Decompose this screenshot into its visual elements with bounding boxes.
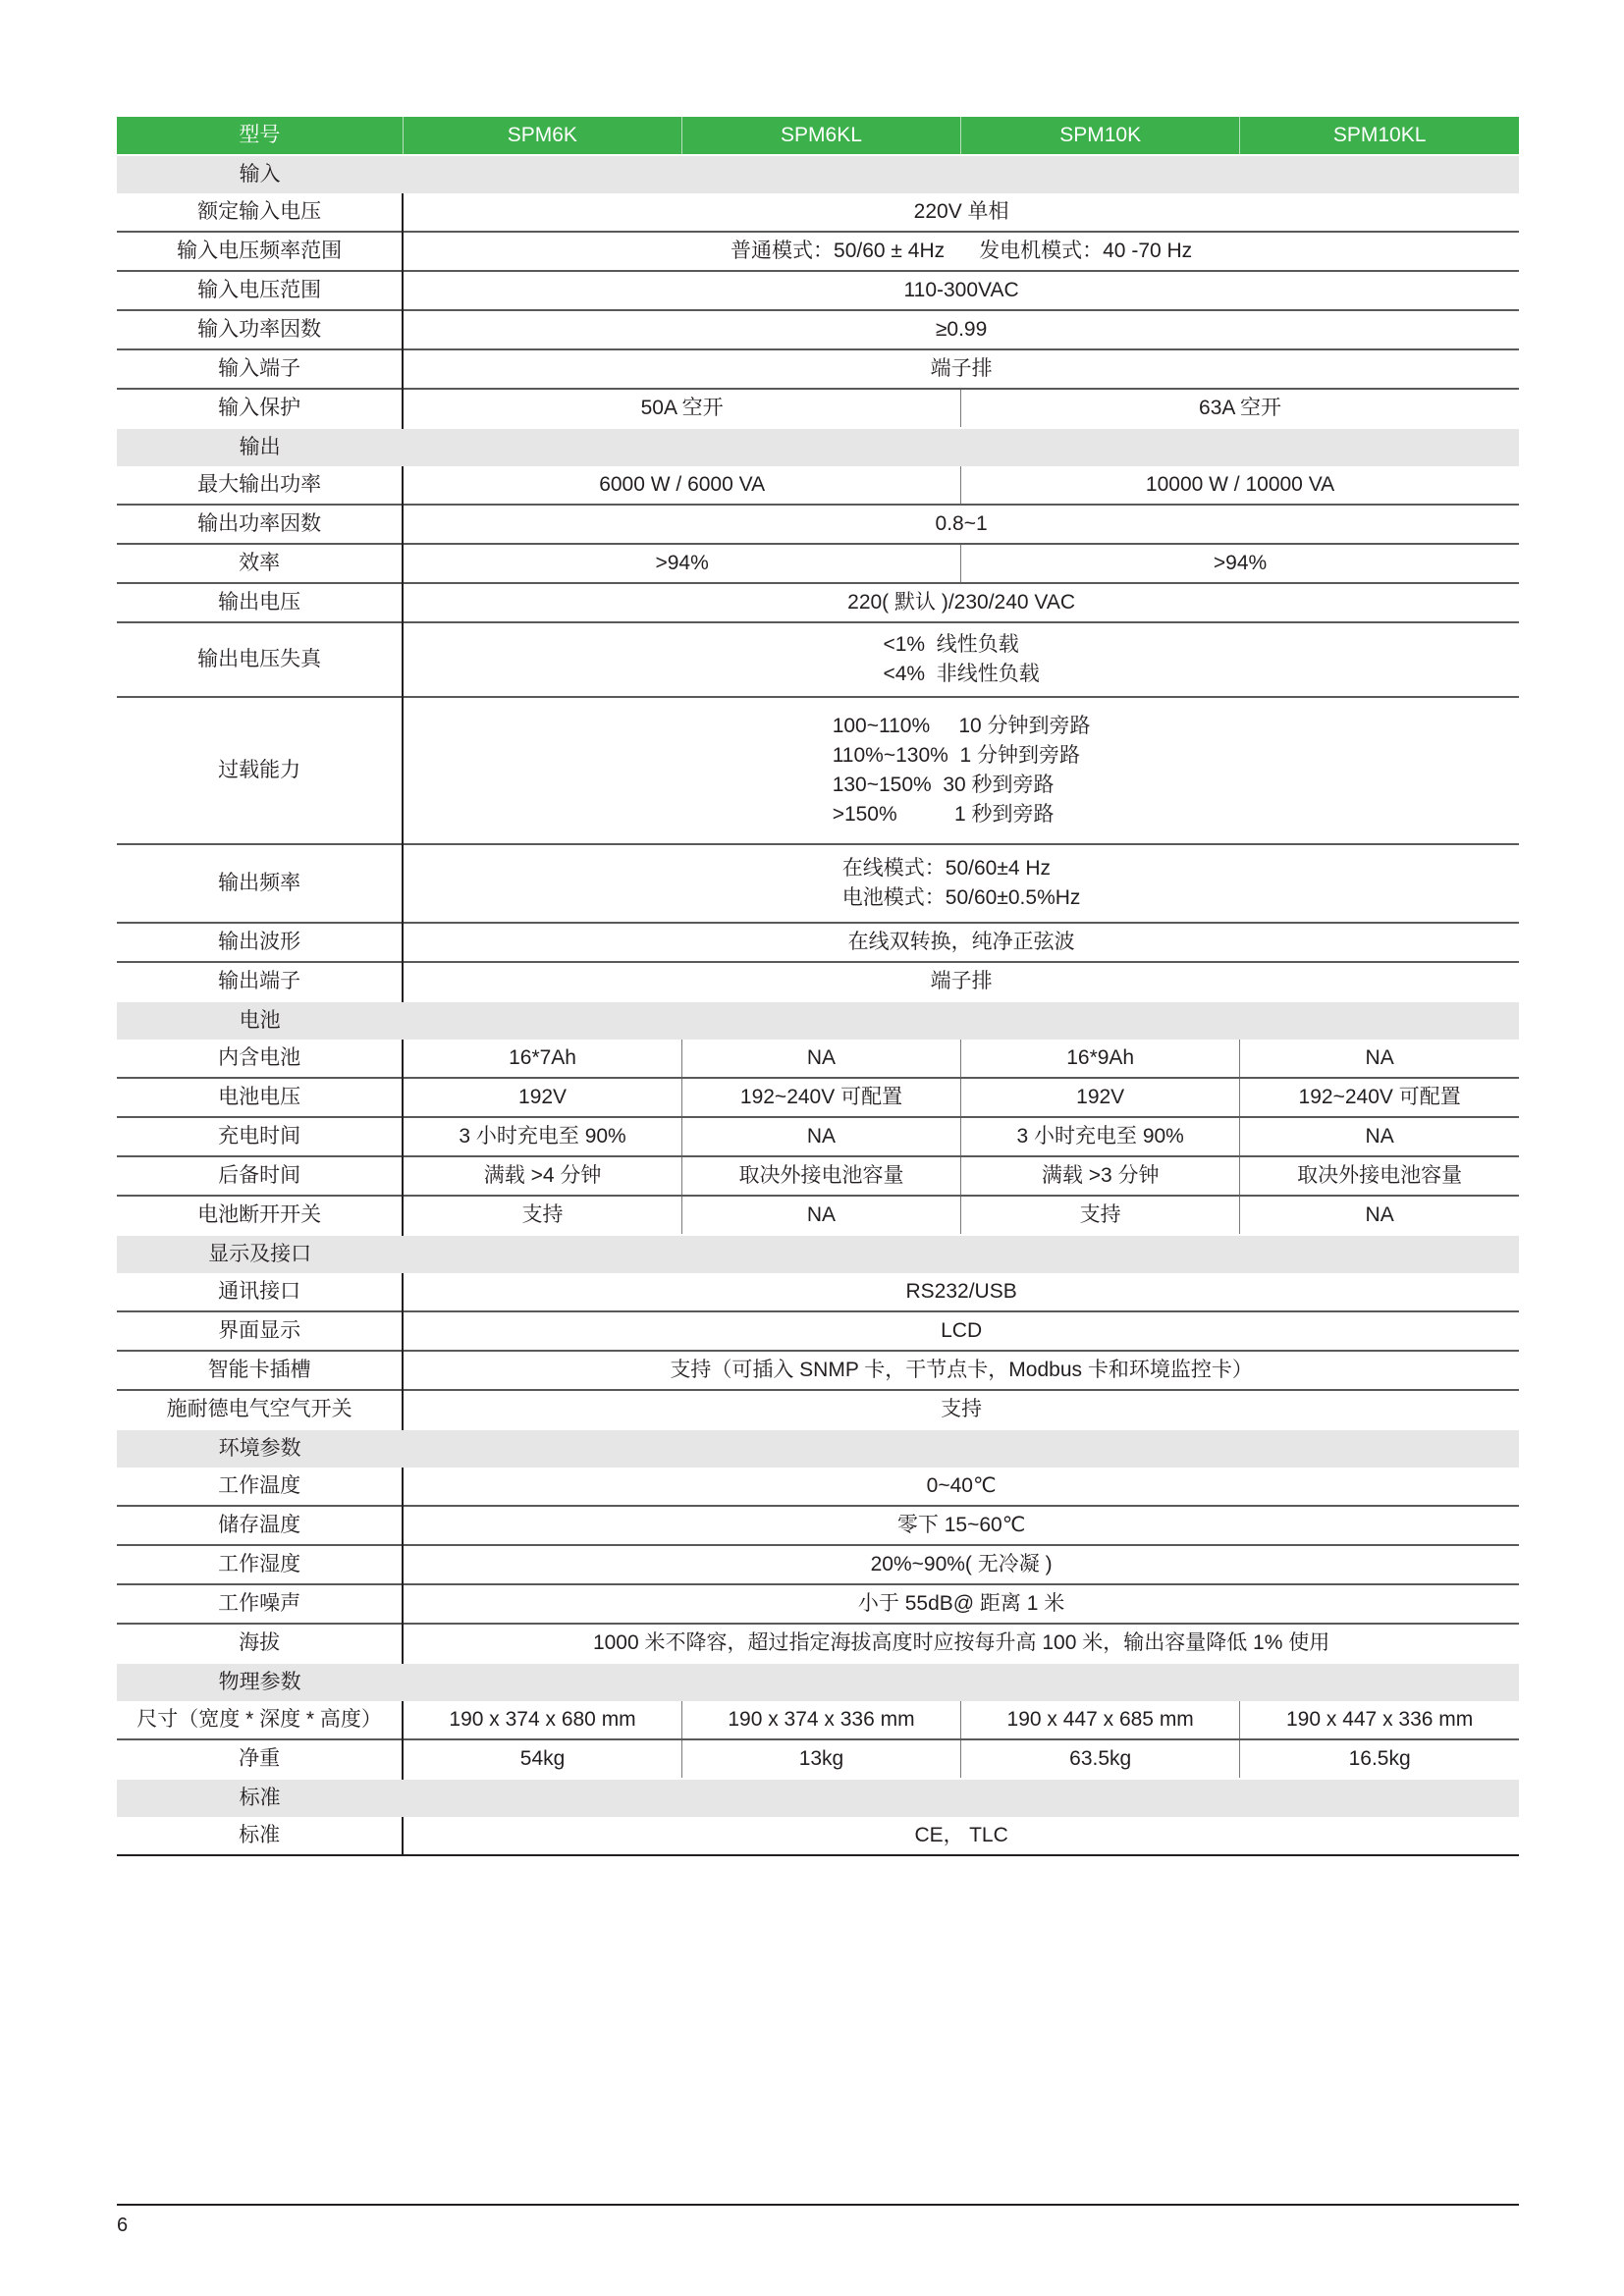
table-row [117, 1545, 1519, 1584]
cell-spm6kl: 190 x 374 x 336 mm [681, 1701, 960, 1739]
row-label: 输出端子 [117, 962, 403, 1001]
cell-spm6k: 192V [403, 1078, 681, 1117]
table-row [117, 1273, 1519, 1311]
row-label: 施耐德电气空气开关 [117, 1390, 403, 1429]
cell-spm10k: 3 小时充电至 90% [961, 1117, 1240, 1156]
table-row [117, 1196, 1519, 1235]
section-environment [117, 1429, 1519, 1468]
header-row [117, 117, 1519, 155]
row-label: 过载能力 [117, 697, 403, 844]
row-value: ≥0.99 [403, 310, 1519, 349]
row-value: 0.8~1 [403, 505, 1519, 544]
table-row [117, 1156, 1519, 1196]
row-label: 工作温度 [117, 1468, 403, 1506]
row-label: 输入保护 [117, 389, 403, 428]
value-line: >150% 1 秒到旁路 [832, 803, 1055, 826]
table-row [117, 389, 1519, 428]
multiline-value [842, 854, 1081, 913]
table-row [117, 1390, 1519, 1429]
table-row [117, 232, 1519, 271]
table-row [117, 1739, 1519, 1779]
value-line: 130~150% 30 秒到旁路 [832, 774, 1055, 796]
cell-spm6k: 支持 [403, 1196, 681, 1235]
section-title: 物理参数 [117, 1663, 403, 1701]
cell-spm10kl: NA [1240, 1196, 1519, 1235]
row-value: 110-300VAC [403, 271, 1519, 310]
cell-spm10k: 192V [961, 1078, 1240, 1117]
row-label: 输出波形 [117, 923, 403, 962]
cell-spm6k: 满载 >4 分钟 [403, 1156, 681, 1196]
row-label: 输出功率因数 [117, 505, 403, 544]
row-label: 后备时间 [117, 1156, 403, 1196]
table-row [117, 271, 1519, 310]
cell-spm6kl: NA [681, 1196, 960, 1235]
section-output [117, 428, 1519, 466]
row-label: 海拔 [117, 1624, 403, 1663]
section-title: 标准 [117, 1779, 403, 1817]
table-row [117, 622, 1519, 697]
table-row [117, 1506, 1519, 1545]
section-title: 显示及接口 [117, 1235, 403, 1273]
table-row [117, 1584, 1519, 1624]
row-label: 标准 [117, 1817, 403, 1855]
row-value: 小于 55dB@ 距离 1 米 [403, 1584, 1519, 1624]
row-value-6k: >94% [403, 544, 960, 583]
row-value [403, 844, 1519, 923]
cell-spm10kl: 190 x 447 x 336 mm [1240, 1701, 1519, 1739]
row-value: RS232/USB [403, 1273, 1519, 1311]
table-row [117, 1351, 1519, 1390]
table-row [117, 697, 1519, 844]
row-value-6k: 50A 空开 [403, 389, 960, 428]
row-label: 最大输出功率 [117, 466, 403, 505]
cell-spm10kl: 192~240V 可配置 [1240, 1078, 1519, 1117]
table-row [117, 583, 1519, 622]
cell-spm6kl: 13kg [681, 1739, 960, 1779]
cell-spm6kl: NA [681, 1040, 960, 1078]
section-standard [117, 1779, 1519, 1817]
row-value: 在线双转换，纯净正弦波 [403, 923, 1519, 962]
row-label: 输入功率因数 [117, 310, 403, 349]
table-row [117, 349, 1519, 389]
row-label: 储存温度 [117, 1506, 403, 1545]
spec-table [117, 117, 1519, 1856]
row-value: 1000 米不降容，超过指定海拔高度时应按每升高 100 米，输出容量降低 1% 使用 [403, 1624, 1519, 1663]
cell-spm10k: 支持 [961, 1196, 1240, 1235]
table-row [117, 505, 1519, 544]
table-row [117, 1624, 1519, 1663]
multiline-value [833, 712, 1091, 829]
table-row [117, 1701, 1519, 1739]
table-row [117, 1078, 1519, 1117]
row-label: 输入电压频率范围 [117, 232, 403, 271]
table-row [117, 844, 1519, 923]
table-row [117, 310, 1519, 349]
section-battery [117, 1001, 1519, 1040]
row-label: 智能卡插槽 [117, 1351, 403, 1390]
section-input [117, 155, 1519, 193]
row-value: 零下 15~60℃ [403, 1506, 1519, 1545]
row-value: LCD [403, 1311, 1519, 1351]
header-spm6k: SPM6K [403, 117, 681, 155]
value-line: 电池模式：50/60±0.5%Hz [841, 886, 1081, 909]
row-label: 效率 [117, 544, 403, 583]
row-value: 端子排 [403, 349, 1519, 389]
row-label: 工作湿度 [117, 1545, 403, 1584]
cell-spm10k: 63.5kg [961, 1739, 1240, 1779]
table-row [117, 1817, 1519, 1855]
cell-spm6k: 54kg [403, 1739, 681, 1779]
multiline-value [883, 630, 1039, 689]
row-label: 输出频率 [117, 844, 403, 923]
row-label: 净重 [117, 1739, 403, 1779]
value-line: 110%~130% 1 分钟到旁路 [832, 744, 1080, 767]
section-display [117, 1235, 1519, 1273]
row-value-10k: 10000 W / 10000 VA [961, 466, 1519, 505]
row-value: 0~40℃ [403, 1468, 1519, 1506]
row-label: 输入电压范围 [117, 271, 403, 310]
header-spm10k: SPM10K [961, 117, 1240, 155]
page-number: 6 [117, 2215, 129, 2236]
row-label: 尺寸（宽度 * 深度 * 高度） [117, 1701, 403, 1739]
section-title: 输出 [117, 428, 403, 466]
row-value-10k: 63A 空开 [961, 389, 1519, 428]
cell-spm6k: 190 x 374 x 680 mm [403, 1701, 681, 1739]
row-value [403, 697, 1519, 844]
row-value-10k: >94% [961, 544, 1519, 583]
section-physical [117, 1663, 1519, 1701]
row-label: 通讯接口 [117, 1273, 403, 1311]
cell-spm6kl: 取决外接电池容量 [681, 1156, 960, 1196]
row-label: 电池电压 [117, 1078, 403, 1117]
cell-spm10k: 190 x 447 x 685 mm [961, 1701, 1240, 1739]
header-model: 型号 [117, 117, 403, 155]
table-row [117, 1311, 1519, 1351]
row-value: 普通模式：50/60 ± 4Hz 发电机模式：40 -70 Hz [403, 232, 1519, 271]
row-value: 20%~90%( 无冷凝 ) [403, 1545, 1519, 1584]
cell-spm6kl: NA [681, 1117, 960, 1156]
row-label: 内含电池 [117, 1040, 403, 1078]
cell-spm10kl: NA [1240, 1040, 1519, 1078]
table-row [117, 466, 1519, 505]
table-row [117, 1468, 1519, 1506]
table-row [117, 1117, 1519, 1156]
table-row [117, 544, 1519, 583]
table-row [117, 923, 1519, 962]
row-label: 充电时间 [117, 1117, 403, 1156]
table-row [117, 193, 1519, 232]
row-label: 电池断开开关 [117, 1196, 403, 1235]
cell-spm10kl: 取决外接电池容量 [1240, 1156, 1519, 1196]
row-label: 输入端子 [117, 349, 403, 389]
section-title: 电池 [117, 1001, 403, 1040]
cell-spm6k: 16*7Ah [403, 1040, 681, 1078]
cell-spm10kl: 16.5kg [1240, 1739, 1519, 1779]
table-row [117, 1040, 1519, 1078]
header-spm10kl: SPM10KL [1240, 117, 1519, 155]
row-label: 工作噪声 [117, 1584, 403, 1624]
row-value: 端子排 [403, 962, 1519, 1001]
cell-spm6k: 3 小时充电至 90% [403, 1117, 681, 1156]
cell-spm10kl: NA [1240, 1117, 1519, 1156]
row-value: 220( 默认 )/230/240 VAC [403, 583, 1519, 622]
cell-spm10k: 16*9Ah [961, 1040, 1240, 1078]
row-label: 输出电压失真 [117, 622, 403, 697]
header-spm6kl: SPM6KL [681, 117, 960, 155]
value-line: <1% 线性负载 [883, 633, 1019, 656]
row-label: 额定输入电压 [117, 193, 403, 232]
row-label: 输出电压 [117, 583, 403, 622]
row-value: 支持 [403, 1390, 1519, 1429]
value-line: 100~110% 10 分钟到旁路 [832, 715, 1091, 737]
cell-spm10k: 满载 >3 分钟 [961, 1156, 1240, 1196]
row-value: CE， TLC [403, 1817, 1519, 1855]
section-title: 输入 [117, 155, 403, 193]
cell-spm6kl: 192~240V 可配置 [681, 1078, 960, 1117]
row-value: 支持（可插入 SNMP 卡，干节点卡，Modbus 卡和环境监控卡） [403, 1351, 1519, 1390]
section-title: 环境参数 [117, 1429, 403, 1468]
row-value [403, 622, 1519, 697]
value-line: <4% 非线性负载 [883, 663, 1040, 685]
value-line: 在线模式：50/60±4 Hz [841, 857, 1052, 880]
row-label: 界面显示 [117, 1311, 403, 1351]
footer-divider [117, 2204, 1519, 2206]
row-value: 220V 单相 [403, 193, 1519, 232]
row-value-6k: 6000 W / 6000 VA [403, 466, 960, 505]
table-row [117, 962, 1519, 1001]
